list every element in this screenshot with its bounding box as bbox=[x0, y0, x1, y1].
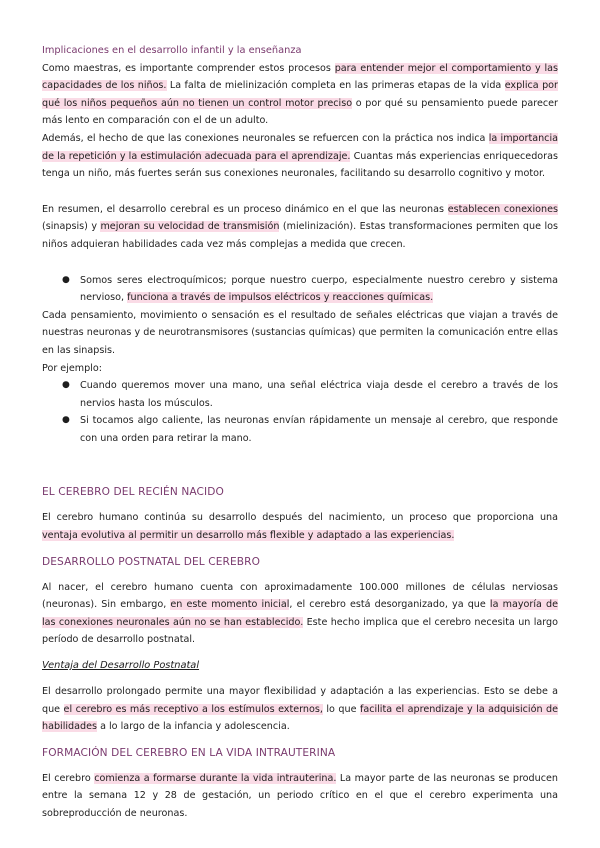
postnatal-paragraph bbox=[42, 579, 558, 649]
newborn-heading: EL CEREBRO DEL RECIÉN NACIDO bbox=[42, 486, 224, 499]
text-run: Cuantas más experiencias enriquecedoras tenga un niño, más fuertes serán sus conexiones neuronales, facilitando su desarrollo cognitivo y motor. bbox=[42, 150, 558, 180]
text-run: a lo largo de la infancia y adolescencia. bbox=[97, 721, 290, 733]
highlight: funciona a través de impulsos eléctricos y reacciones químicas. bbox=[127, 292, 434, 304]
example-label: Por ejemplo: bbox=[42, 362, 102, 374]
text-run: La falta de mielinización completa en las primeras etapas de la vida bbox=[166, 80, 505, 92]
list-item bbox=[42, 377, 558, 412]
highlight: la mayoría de las conexiones neuronales aún no se han establecido. bbox=[42, 599, 558, 628]
text-run: (sinapsis) y bbox=[42, 221, 101, 233]
highlight: en este momento inicial bbox=[170, 599, 290, 611]
implications-paragraph-1 bbox=[42, 60, 558, 130]
examples-list bbox=[42, 377, 558, 447]
electro-list bbox=[42, 272, 558, 307]
bullet-icon: ● bbox=[62, 274, 70, 285]
highlight: ventaja evolutiva al permitir un desarrollo más flexible y adaptado a las experiencias. bbox=[42, 530, 455, 542]
text-run: El desarrollo prolongado permite una mayor flexibilidad y adaptación a las experiencias. Esto se debe a que bbox=[42, 686, 558, 715]
text-run: o por qué su pensamiento puede parecer más lento en comparación con el de un adulto. bbox=[42, 97, 558, 127]
text-run: Además, el hecho de que las conexiones neuronales se refuercen con la práctica nos indica bbox=[42, 132, 489, 144]
text-run: , el cerebro está desorganizado, ya que bbox=[289, 599, 490, 611]
text-run: El cerebro humano continúa su desarrollo después del nacimiento, un proceso que proporciona una bbox=[42, 512, 558, 524]
text-run: Somos seres electroquímicos; porque nuestro cuerpo, especialmente nuestro cerebro y sistema nervioso, bbox=[80, 274, 558, 304]
highlight: facilita el aprendizaje y la adquisición de habilidades bbox=[42, 703, 558, 733]
text-run: Al nacer, el cerebro humano cuenta con aproximadamente 100.000 millones de células nerviosas (neuronas). Sin embargo, bbox=[42, 581, 558, 611]
highlight: comienza a formarse durante la vida intrauterina. bbox=[94, 772, 337, 784]
postnatal-subheading: Ventaja del Desarrollo Postnatal bbox=[42, 660, 200, 672]
intrauterine-heading: FORMACIÓN DEL CEREBRO EN LA VIDA INTRAUTERINA bbox=[42, 746, 336, 759]
text-run: Este hecho implica que el cerebro necesita un largo período de desarrollo postnatal. bbox=[42, 616, 558, 646]
electro-paragraph: Cada pensamiento, movimiento o sensación es el resultado de señales eléctricas que viajan a través de nuestras neuronas y de neurotransmisores (sustancias químicas) que permiten la comunicación entre ellas en las sinapsis. bbox=[42, 309, 558, 356]
bullet-icon: ● bbox=[62, 380, 70, 391]
summary-paragraph bbox=[42, 201, 558, 254]
text-run: El cerebro bbox=[42, 772, 95, 784]
highlight: explica por qué los niños pequeños aún no tienen un control motor preciso bbox=[42, 80, 558, 109]
implications-title: Implicaciones en el desarrollo infantil y la enseñanza bbox=[42, 45, 302, 56]
highlight: el cerebro es más receptivo a los estímulos externos, bbox=[63, 703, 323, 715]
text-run: (mielinización). Estas transformaciones permiten que los niños adquieran habilidades cada vez más complejas a medida que crecen. bbox=[42, 221, 558, 250]
highlight: la importancia de la repetición y la estimulación adecuada para el aprendizaje. bbox=[42, 132, 558, 162]
text-run: En resumen, el desarrollo cerebral es un proceso dinámico en el que las neuronas bbox=[42, 203, 448, 215]
text-run: Si tocamos algo caliente, las neuronas envían rápidamente un mensaje al cerebro, que responde con una orden para retirar la mano. bbox=[80, 415, 558, 444]
newborn-paragraph bbox=[42, 509, 558, 544]
text-run: lo que bbox=[322, 703, 360, 715]
highlight: establecen conexiones bbox=[447, 203, 558, 215]
implications-paragraph-2 bbox=[42, 130, 558, 183]
postnatal-heading: DESARROLLO POSTNATAL DEL CEREBRO bbox=[42, 555, 261, 568]
intrauterine-paragraph bbox=[42, 770, 558, 823]
text-run: Como maestras, es importante comprender estos procesos bbox=[42, 62, 335, 74]
list-item bbox=[42, 272, 558, 307]
list-item bbox=[42, 412, 558, 447]
highlight: para entender mejor el comportamiento y las capacidades de los niños. bbox=[42, 62, 558, 92]
postnatal-advantage-paragraph bbox=[42, 683, 558, 736]
text-run: Cuando queremos mover una mano, una señal eléctrica viaja desde el cerebro a través de los nervios hasta los músculos. bbox=[80, 380, 558, 409]
text-run: La mayor parte de las neuronas se producen entre la semana 12 y 28 de gestación, un periodo crítico en el que el cerebro experimenta una sobreproducción de neuronas. bbox=[42, 772, 558, 819]
bullet-icon: ● bbox=[62, 415, 70, 426]
highlight: mejoran su velocidad de transmisión bbox=[100, 221, 280, 233]
